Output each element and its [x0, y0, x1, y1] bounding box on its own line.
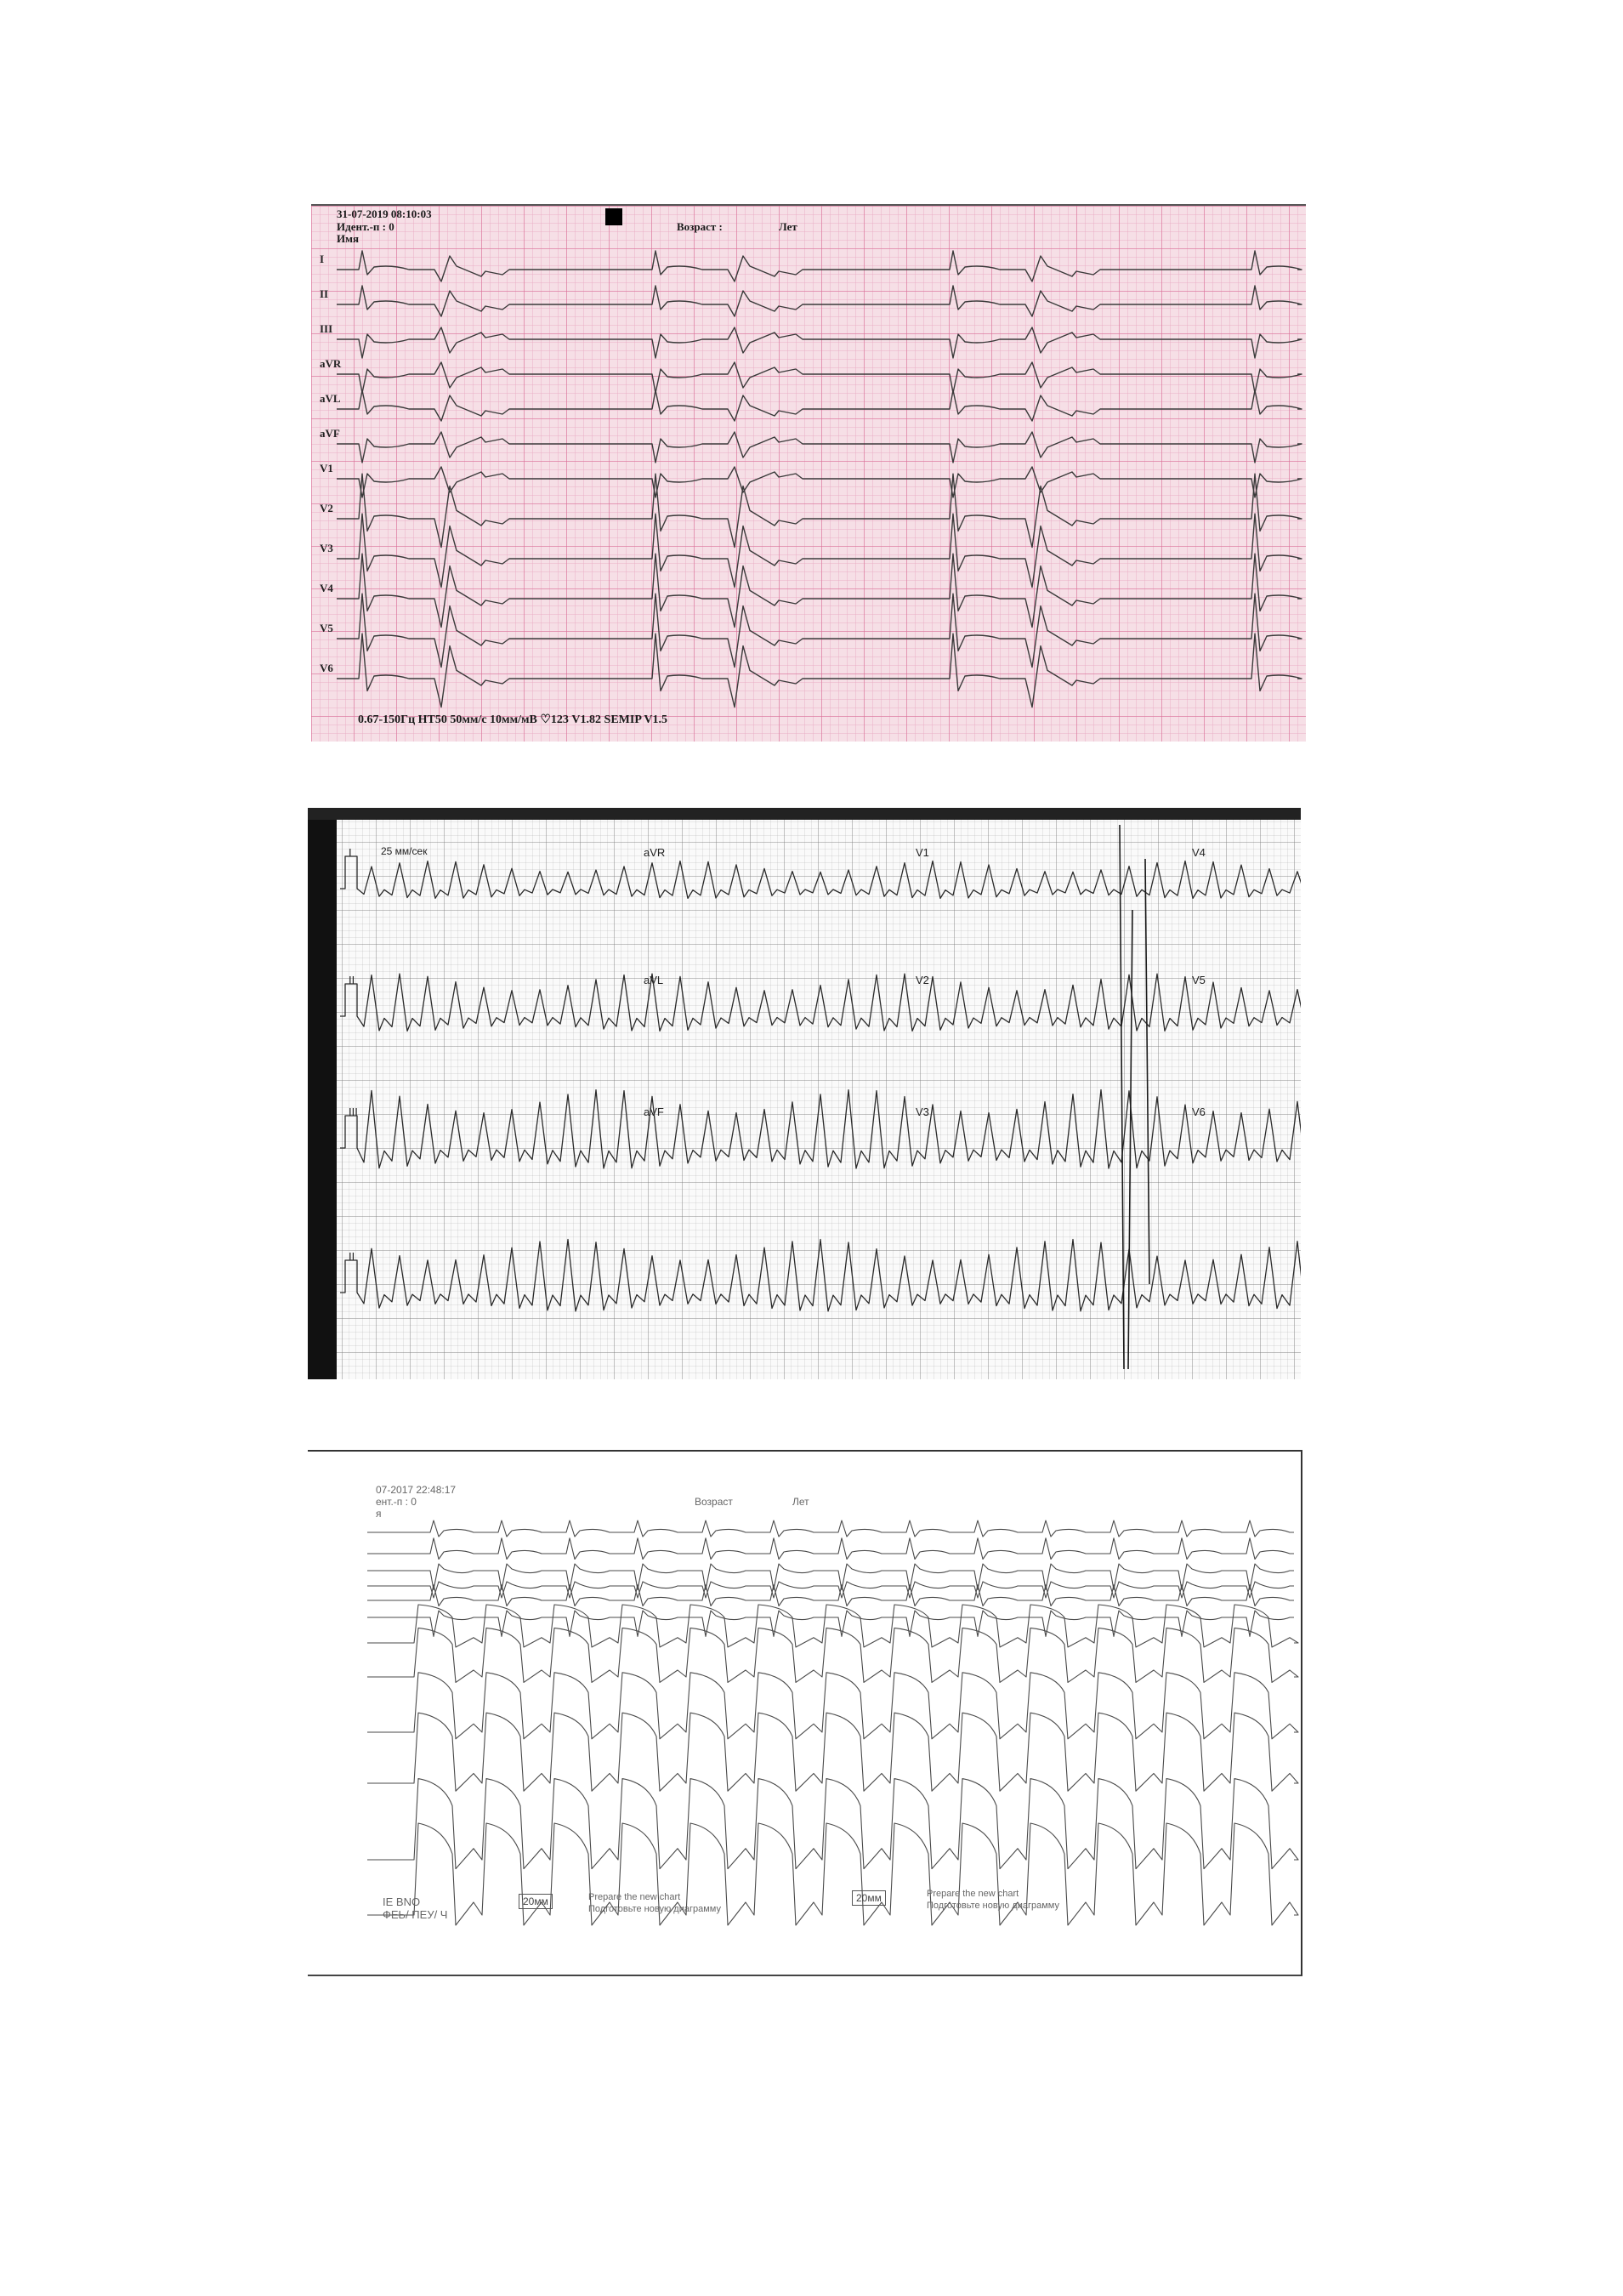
panel3-calibration-box-1: 20мм: [519, 1894, 553, 1909]
panel1-trace-II: [337, 286, 1302, 316]
panel1-age-label: Возраст :: [677, 220, 723, 233]
panel3-trace-8: [367, 1628, 1298, 1682]
lead-label-I: I: [349, 846, 352, 859]
lead-label-V5: V5: [320, 622, 333, 634]
panel1-trace-III: [337, 327, 1302, 358]
panel1-datetime: 31-07-2019 08:10:03: [337, 207, 432, 220]
lead-label-V3: V3: [916, 1105, 929, 1118]
lead-label-V4: V4: [320, 582, 333, 594]
lead-label-V3: V3: [320, 542, 333, 554]
panel3-trace-5: [367, 1585, 1294, 1606]
panel1-ident: Идент.-п : 0: [337, 220, 394, 233]
panel3-note2-line1: Prepare the new chart: [927, 1889, 1019, 1899]
panel1-trace-aVF: [337, 432, 1302, 463]
panel3-footer-left-1: IE BNO: [383, 1895, 421, 1908]
lead-label-V5: V5: [1192, 974, 1206, 986]
panel3-datetime: 07-2017 22:48:17: [376, 1484, 457, 1496]
panel1-trace-V2: [337, 474, 1302, 547]
lead-label-II: II: [349, 974, 355, 986]
panel1-trace-aVR: [337, 362, 1302, 393]
panel1-traces: [311, 206, 1306, 742]
panel3-trace-12: [367, 1823, 1298, 1925]
panel2-traces: [308, 808, 1301, 1379]
lead-label-V2: V2: [320, 502, 333, 514]
lead-label-III: III: [320, 322, 333, 335]
lead-label-V6: V6: [1192, 1105, 1206, 1118]
panel2-trace-row-4: [340, 1240, 1301, 1311]
lead-label-aVR: aVR: [320, 357, 342, 370]
ecg-panel-1: [311, 204, 1306, 742]
panel3-trace-1: [367, 1520, 1294, 1537]
panel1-trace-aVL: [337, 390, 1302, 421]
panel1-name: Имя: [337, 232, 359, 245]
panel2-trace-row-1: [340, 856, 1301, 898]
panel3-traces: [308, 1452, 1301, 1975]
ecg-panel-2: [308, 808, 1301, 1379]
lead-label-V2: V2: [916, 974, 929, 986]
panel1-trace-V1: [337, 467, 1302, 497]
panel3-footer-left-2: ФЕЬ/ ПЕУ/ Ч: [383, 1908, 448, 1921]
lead-label-V4: V4: [1192, 846, 1206, 859]
lead-label-aVR: aVR: [644, 846, 666, 859]
panel2-speed: 25 мм/сек: [381, 845, 428, 857]
panel3-ident: ент.-п : 0: [376, 1496, 417, 1508]
panel3-age-unit: Лет: [792, 1496, 809, 1508]
panel3-trace-10: [367, 1713, 1298, 1791]
panel3-trace-9: [367, 1673, 1298, 1739]
lead-label-aVF: aVF: [644, 1105, 664, 1118]
panel3-trace-2: [367, 1538, 1294, 1560]
panel3-name: я: [376, 1508, 382, 1520]
panel1-age-unit: Лет: [779, 220, 797, 233]
panel2-trace-row-2: [340, 974, 1301, 1031]
panel3-calibration-box-2: 20мм: [852, 1890, 886, 1906]
panel3-note2-line2: Подготовьте новую диаграмму: [927, 1901, 1059, 1911]
lead-label-II: II: [320, 287, 329, 300]
lead-label-aVF: aVF: [320, 427, 340, 440]
panel3-note1-line1: Prepare the new chart: [588, 1892, 681, 1902]
lead-label-V6: V6: [320, 662, 333, 674]
lead-label-V1: V1: [320, 462, 333, 475]
panel1-footer: 0.67-150Гц НТ50 50мм/с 10мм/мВ ♡123 V1.82 SEMIP V1.5: [358, 713, 667, 726]
panel1-trace-I: [337, 251, 1302, 281]
panel3-trace-4: [367, 1582, 1294, 1598]
ecg-panel-3: [308, 1450, 1302, 1976]
panel3-age-label: Возраст: [695, 1496, 733, 1508]
lead-label-I: I: [320, 253, 325, 265]
lead-label-aVL: aVL: [644, 974, 664, 986]
lead-label-aVL: aVL: [320, 392, 341, 405]
lead-label-II: II: [349, 1250, 355, 1263]
panel3-note1-line2: Подготовьте новую диаграмму: [588, 1904, 721, 1914]
lead-label-V1: V1: [916, 846, 929, 859]
lead-label-III: III: [349, 1105, 358, 1118]
panel2-trace-row-3: [340, 1090, 1301, 1168]
panel3-trace-11: [367, 1779, 1298, 1869]
